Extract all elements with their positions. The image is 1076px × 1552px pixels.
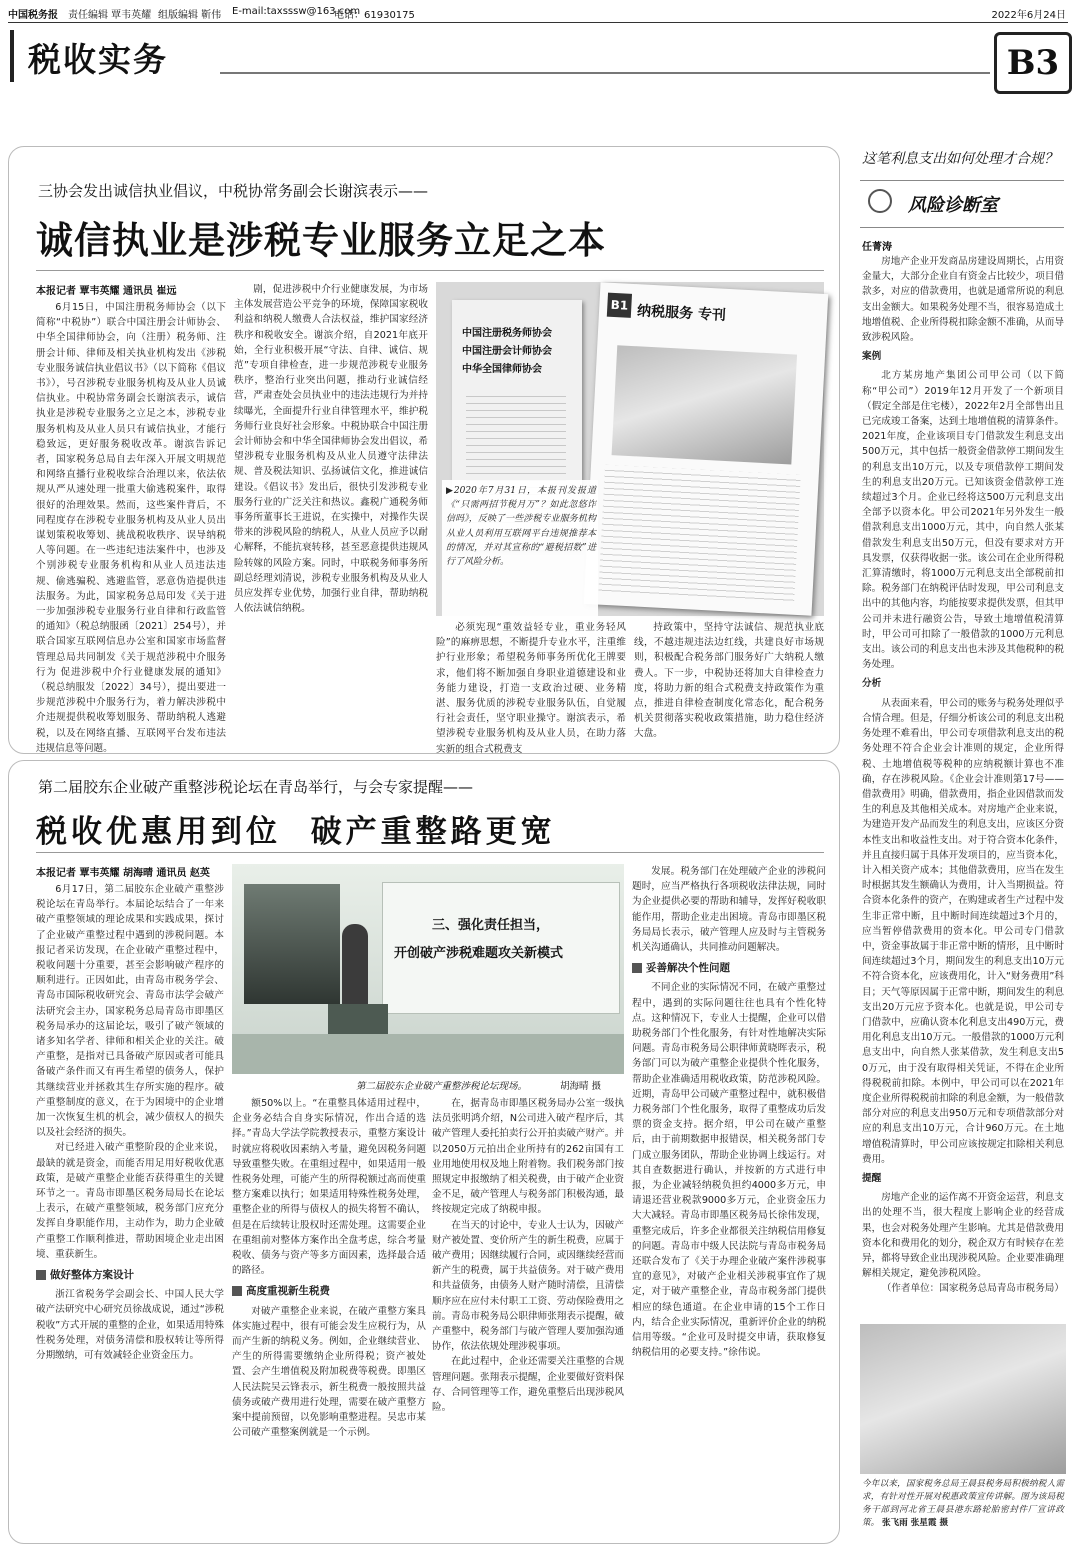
sidebar-photo-caption: 今年以来，国家税务总局王晨县税务局积极纳税人需求，有针对性开展对税惠政策宣传讲解。图为该局税务干部到河北省王晨县港东路轮胎密封件厂宣讲政策。 [862, 1479, 1064, 1528]
sidebar-analysis-text: 从表面来看，甲公司的账务与税务处理似乎合情合理。但是，仔细分析该公司的利息支出税务处理不难看出，甲公司专项借款利息支出的税务处理不符合企业会计准则的规定，企业所得税、土地增值税等税种的应纳税额计算也不准确，存在涉税风险。《企业会计准则第17号——借款费用》明确，借款费用，指企业因借款而发生的利息及其他相关成本。对房地产企业来说，为建造开发产品而发生的利息支出，应该区分资本性支出和收益性支出。对于符合资本化条件，并且直接归属于具体开发项目的，应当资本化，计入相关资产成本；其他借款费用，应当在发生时根据其发生额确认为费用，计入当期损益。符合资本化条件的资产，在购建或者生产过程中发生非正常中断，且中断时间连续超过3个月的，应当暂停借款费用的资本化。甲公司专门借款中，资金事故属于非正常中断的情形，且中断时间连续超过3个月，期间发生的利息支出10万元不符合资本化，应该费用化，计入“财务费用”科目；天气等原因属于正常中断，期间发生的利息支出20万元应予资本化。也就是说，甲公司专门借款中，应确认资本化利息支出490万元，费用化利息支出10万元。一般借款的1000万元利息支出中，向自然人张某借款，发生利息支出50万元，由于没有取得相关凭证，不得在企业所得税税前扣除。本例中，甲公司可以在2021年度企业所得税税前扣除的利息金额，为一般借款部分对应的利息支出950万元和专项借款部分对应的利息支出10万元，合计960万元。在土地增值税清算时，甲公司应该按规定扣除相关利息费用。 [862, 697, 1064, 1165]
screen-banner-line-2: 开创破产涉税难题攻关新模式 [394, 946, 564, 961]
story1-caption: ▶2020年7月31日，本报刊发报道《“只需两招节税月万”？如此忽悠诈信吗》，反映了一些涉税专业服务机构从业人员利用互联网平台违规推荐本的情况，并对其宣称的“避税招数”进行了风险分析。 [446, 486, 596, 568]
masthead-editor: 责任编辑 覃韦英耀 [68, 10, 152, 21]
newspaper-text-lines [598, 465, 801, 605]
sidebar-column-badge [860, 180, 1064, 228]
story1-col3 [436, 620, 626, 755]
story2-col4b-text: 不同企业的实际情况不同，在破产重整过程中，遇到的实际问题往往也具有个性化特点。这种情况下，专业人士提醒，企业可以借助税务部门个性化服务，有针对性地解决实际问题。青岛市税务局公职律师黄晓晖表示，税务部门可以为破产重整企业提供个性化服务，帮助企业准确适用税收政策，防范涉税风险。近期，青岛甲公司破产重整过程中，就积极借力税务部门个性化服务，取得了重整成功后发票的资金支持。据介绍，甲公司在破产重整后，由于前期数据申报错误，相关税务部门专门成立服务团队，帮助企业协调上线运行。对其自查数据进行确认，并按新的方式进行申报，为企业减轻纳税负担约4000多万元，申请退还营业税款9000多万元，企业资金压力大大减轻。青岛市即墨区税务局长徐伟发现，重整完成后，许多企业都很关注纳税信用修复的问题。青岛市中级人民法院与青岛市税务局还联合发布了《关于办理企业破产案件涉税事宜的意见》，对破产企业相关涉税事宜作了规定，对于破产重整企业，青岛市税务部门提供相应的绿色通道。在企业申请的15个工作日内，结合企业实际情况，重新评价企业的纳税信用等级。“企业可及时提交申请，获取修复纳税信用的必要支持。”徐伟说。 [632, 982, 826, 1359]
story1-col4-text: 持政策中，坚持守法诚信、规范执业底线，不越违规违法边红线，共建良好市场规则，积极配合税务部门服务好广大纳税人缴费人。下一步，中税协还将加大自律检查力度，将助力新的组合式税费支持政策作为重点，推进自律检查制度化常态化，配合税务机关贯彻落实税收政策措施，助力稳住经济大盘。 [634, 622, 824, 740]
newspaper-illustration [612, 345, 798, 464]
story2-col1-text: 6月17日，第二届胶东企业破产重整涉税论坛在青岛举行。本届论坛结合了一年来破产重整领域的理论成果和实践成果，探讨了企业破产重整过程中遇到的涉税问题。本报记者采访发现，在企业破产重整过程中，税收问题十分重要，甚至会影响破产程序的顺利进行。正因如此，由青岛市税务学会、青岛市国际税收研究会、青岛市法学会破产法研究会主办，国家税务总局青岛市即墨区税务局承办的这届论坛，吸引了破产领域的诸多知名学者、律师和相关企业的关注。破产重整，是指对已具备破产原因或者可能具备破产条件而又有再生希望的债务人，保护其继续营业并拯救其生存所实施的程序。破产重整制度的意义，在于为困境中的企业增加一次恢复生机的机会，减少债权人的损失以及社会经济的损失。 [36, 884, 224, 1139]
section-title-box [10, 30, 214, 82]
association-1: 中国注册税务师协会 [462, 328, 552, 339]
speaker-inset [244, 884, 340, 1004]
section-title: 税收实务 [28, 40, 168, 79]
page-number: B3 [1006, 43, 1060, 83]
stage-floor [232, 1034, 624, 1074]
story2-col1c-text: 浙江省税务学会副会长、中国人民大学破产法研究中心研究员徐战成说，通过“涉税税收”方式开展的重整的企业，如果适用特殊性税务处理，对债务清偿和股权转让等所得分期缴纳，可有效减轻企业资金压力。 [36, 1289, 224, 1362]
masthead-date: 2022年6月24日 [991, 10, 1066, 21]
story2-photo-credit: 胡海晴 摄 [560, 1081, 602, 1092]
story2-col2 [232, 1096, 426, 1532]
story2-col1 [36, 882, 224, 1532]
sidebar-case-text: 北方某房地产集团公司甲公司（以下简称“甲公司”）2019年12月开发了一个新项目（假定全部是住宅楼），2022年2月全部售出且已完成竣工备案，达到土地增值税的清算条件。2021年度，企业该项目专门借款发生利息支出500万元，其中包括一般资金借款停工期间发生的利息支出10万元，以及专项借款停工期间发生的利息支出20万元。已知该资金借款停工连续超过3个月。企业已经将这500万元利息支出全部予以资本化。甲公司2021年另外发生一般借款利息支出1000万元，其中，向自然人张某借款发生利息支出50万元，但没有要求对方开具发票，仅获得收据一张。该公司在企业所得税汇算清缴时，将1000万元利息支出全部税前扣除。税务部门在纳税评估时发现，甲公司利息支出中的其他内容，均能按要求提供发票，但其甲公司并未进行融资公告，导致土地增值税清算时，甲公司可扣除了一般借款的1000万元利息支出。该公司的利息支出也未涉及其他税种的税务处理。 [862, 370, 1064, 671]
b1-badge: B1 [607, 293, 632, 318]
association-3: 中华全国律师协会 [462, 364, 542, 375]
section-title-rule [220, 72, 990, 74]
masthead-phone: 电话：61930175 [334, 10, 415, 21]
story2-headline-rule [36, 852, 824, 853]
association-2: 中国注册会计师协会 [462, 346, 552, 357]
story2-subhead-1: 做好整体方案设计 [36, 1268, 224, 1283]
story1-caption-box [442, 480, 598, 616]
story1-col2 [234, 282, 428, 744]
story1-col2-text: 剧，促进涉税中介行业健康发展，为市场主体发展营造公平竞争的环境，保障国家税收利益和纳税人缴费人合法权益，维护国家经济秩序和税收安全。谢滨介绍，自2021年底开始，全行业积极开展“守法、自律、诚信、规范”专项自律检查，进一步规范涉税专业服务秩序，整治行业突出问题，推动行业诚信经营，严肃查处会员执业中的违法违规行为并持续曝光，全面提升行业自律管理水平，维护税务师行业良好社会形象。中税协联合中国注册会计师协会和中华全国律师协会发出倡议，希望涉税专业服务机构及从业人员遵守法律法规、普及税法知识、弘扬诚信文化，推进诚信建设。《倡议书》发出后，很快引发涉税专业服务行业的广泛关注和热议。鑫税广通税务师事务所董事长王进说，在实操中，对操作失误带来的涉税风险的纳税人，从业人员应予以耐心解释，不能抗衰转移，甚至恶意提供违规风险转嫁的风险方案。同时，中联税务师事务所副总经理刘清说，涉税专业服务机构及从业人员应发挥专业优势，加强行业自律，帮助纳税人依法诚信纳税。 [234, 284, 428, 615]
sidebar-column-name: 风险诊断室 [908, 195, 998, 216]
story1-col1 [36, 300, 226, 754]
sidebar-author-org: （作者单位：国家税务总局青岛市税务局） [881, 1283, 1064, 1295]
story2-col4 [632, 864, 826, 1532]
story2-col2-text: 额50%以上。“在重整具体适用过程中，企业务必结合自身实际情况，作出合适的选择。”青岛大学法学院教授表示，重整方案设计时就应将税收因素纳入考量，避免因税务问题导致重整失败。在重组过程中，如果适用一般性税务处理，可能产生的所得税额过高而使重整方案难以执行；如果适用特殊性税务处理，重整企业的所得与债权人的损失将暂不确认，但是在后续转让股权时还需处理。这需要企业在重组前对整体方案作出全盘考虑，综合考量税收、债务与资产等多方面因素，选择最合适的路径。 [232, 1098, 426, 1277]
story1-byline: 本报记者 覃韦英耀 通讯员 崔远 [36, 286, 177, 297]
sidebar-intro: 房地产企业开发商品房建设周期长，占用资金量大，大部分企业自有资金占比较少，项目借款多，对应的借款费用，也就是通常所说的利息支出金额大。如果税务处理不当，很容易造成土地增值税、企业所得税扣除金额不准确，从而导致涉税风险。 [862, 256, 1064, 344]
sidebar-photo-caption-box [862, 1478, 1064, 1548]
sidebar-heading-case: 案例 [862, 351, 882, 363]
story2-col2b-text: 对破产重整企业来说，在破产重整方案具体实施过程中，很有可能会发生应税行为，从而产生新的纳税义务。例如，企业继续营业、产生的所得需要缴纳企业所得税；资产被处置、会产生增值税及附加税费等税费。即墨区人民法院吴云锋表示，新生税费一般按照共益债务或破产费用进行处理，需要在破产重整方案中提前预留，以免影响重整进程。吴忠市某公司破产重整案例就是一个示例。 [232, 1305, 426, 1439]
masthead-rule [8, 22, 1068, 23]
story2-col3c-text: 在此过程中，企业还需要关注重整的合规管理问题。张翔表示提醒，企业要做好资料保存、合同管理等工作，避免重整后出现涉税风险。 [432, 1356, 624, 1414]
masthead-paper-name: 中国税务报 [8, 10, 58, 21]
story2-col3b-text: 在当天的讨论中，专业人士认为，因破产财产被处置、变价所产生的新生税费，应属于破产费用；因继续履行合同，或因继续经营而新产生的税费，属于共益债务。对于破产费用和共益债务，由债务人财产随时清偿，且清偿顺序应在应付未付职工工资、劳动保险费用之前。青岛市税务局公职律师张翔表示提醒，破产重整中，税务部门与破产管理人要加强沟通协作，依法依规处理涉税事项。 [432, 1219, 624, 1353]
story2-subhead-2: 高度重视新生税费 [232, 1284, 426, 1299]
story2-col4-text: 发展。税务部门在处理破产企业的涉税问题时，应当严格执行各项税收法律法规，同时为企业提供必要的帮助和辅导，发挥好税收职能作用，帮助企业走出困境。青岛市即墨区税务局局长表示，破产管理人应及时与主管税务机关沟通确认，共同推动问题解决。 [632, 866, 826, 954]
masthead-email: E-mail:taxsssw@163.com [232, 6, 361, 17]
screen-banner-line-1: 三、强化责任担当， [432, 918, 550, 933]
story1-photo [436, 282, 824, 616]
story2-col3 [432, 1096, 624, 1532]
story2-subhead-3: 妥善解决个性问题 [632, 961, 826, 976]
sidebar-heading-analysis: 分析 [862, 678, 882, 690]
sidebar-photo-credit: 张飞雨 张星霞 摄 [881, 1518, 949, 1528]
story1-kicker: 三协会发出诚信执业倡议，中税协常务副会长谢滨表示—— [38, 182, 429, 200]
story2-col3-text: 在，据青岛市即墨区税务局办公室一级执法员张明鸿介绍，N公司进入破产程序后，其破产管理人委托拍卖行公开拍卖破产财产。并以2050万元拍出企业所持有的262亩国有工业用地使用权及地上附着物。我们税务部门按照规定申报缴纳了相关税费，由于破产企业资金不足，破产管理人与税务部门积极沟通，最终按规定完成了纳税申报。 [432, 1098, 624, 1216]
story1-headline: 诚信执业是涉税专业服务立足之本 [36, 219, 606, 262]
story1-photo-newspaper [584, 282, 829, 615]
sidebar-author: 任菁涛 [862, 242, 892, 253]
sidebar-tip-text: 房地产企业的运作离不开资金运营，利息支出的处理不当，很大程度上影响企业的经营成果，也会对税务处理产生影响。尤其是借款费用资本化和费用化的划分，税企双方有时候存在差异，都将导致企业出现涉税风险。企业要准确理解相关规定，避免涉税风险。 [862, 1192, 1064, 1280]
story1-col1-text: 6月15日，中国注册税务师协会（以下简称“中税协”）联合中国注册会计师协会、中华全国律师协会，向（注册）税务师、注册会计师、律师及相关执业机构发出《涉税专业服务诚信执业倡议书》（以下简称《倡议书》），号召涉税专业服务机构及从业人员诚信执业。中税协常务副会长谢滨表示，诚信执业是涉税专业服务之立足之本，涉税专业服务机构及从业人员只有诚信执业，才能行稳致远，更好服务税收改革。谢滨告诉记者，国家税务总局自去年深入开展文明规范和网络直播行业税收综合治理以来，依法依规从严从速处理一批重大偷逃税案件，取得很好的治理效果。然而，这些案件背后，不同程度存在涉税专业服务机构及从业人员出谋划策税收筹划、挑战税收秩序、误导纳税人等问题。在一些违纪违法案件中，也涉及个别涉税专业服务机构和从业人员违法违规、偷逃骗税、逃避监管，恶意伪造提供违法服务。为此，国家税务总局印发《关于进一步加强涉税专业服务行业自律和行政监管的通知》（税总纳服函〔2021〕254号），并联合国家互联网信息办公室和国家市场监督管理总局共同制发《关于规范涉税中介服务行为 促进涉税中介行业健康发展的通知》（税总纳服发〔2022〕34号），提出要进一步规范涉税中介服务行为，着力解决涉税中介违规提供税收筹划服务、帮助纳税人逃避税，以及在网络直播、互联网平台发布违法违规信息等问题。 [36, 302, 226, 754]
story1-col4 [634, 620, 824, 744]
story2-byline: 本报记者 覃韦英耀 胡海晴 通讯员 赵英 [36, 868, 210, 879]
story1-headline-rule [36, 270, 824, 271]
page-number-badge [994, 32, 1072, 94]
special-issue-title: 纳税服务 专刊 [636, 303, 727, 324]
story2-photo-caption: 第二届胶东企业破产重整涉税论坛现场。 [356, 1081, 528, 1092]
story1-col3-text: 必须宪现“重效益轻专业，重业务轻风险”的麻痹思想，不断提升专业水平，注重维护行业形象；希望税务师事务所优化王牌要求，他们将不断加强自身职业道德建设和业务能力建设，打造一支政治过硬、业务精湛、服务优质的涉税专业服务队伍，自觉履行社会责任，坚守职业操守。谢滨表示，希望涉税专业服务机构及从业人员，在助力落实新的组合式税费支 [436, 622, 626, 755]
story2-photo [232, 864, 624, 1074]
story2-col1b-text: 对已经进入破产重整阶段的企业来说，最缺的就是资金，而能否用足用好税收优惠政策，是破产重整企业能否获得重生的关键环节之一。青岛市即墨区税务局局长在论坛上表示，在破产重整领域，税务部门应充分发挥自身职能作用，主动作为，助力企业破产重整工作顺利推进，帮助困境企业走出困境、重获新生。 [36, 1142, 224, 1260]
sidebar-teaser: 这笔利息支出如何处理才合规？ [862, 151, 1058, 167]
story2-headline: 税收优惠用到位 破产重整路更宽 [36, 814, 556, 850]
sidebar-photo [860, 1324, 1066, 1474]
sidebar-body [862, 254, 1064, 1316]
magnifier-icon [868, 189, 892, 213]
masthead-designer: 组版编辑 靳伟 [158, 10, 222, 21]
sidebar-heading-tip: 提醒 [862, 1172, 882, 1184]
story2-kicker: 第二届胶东企业破产重整涉税论坛在青岛举行，与会专家提醒—— [38, 778, 474, 796]
